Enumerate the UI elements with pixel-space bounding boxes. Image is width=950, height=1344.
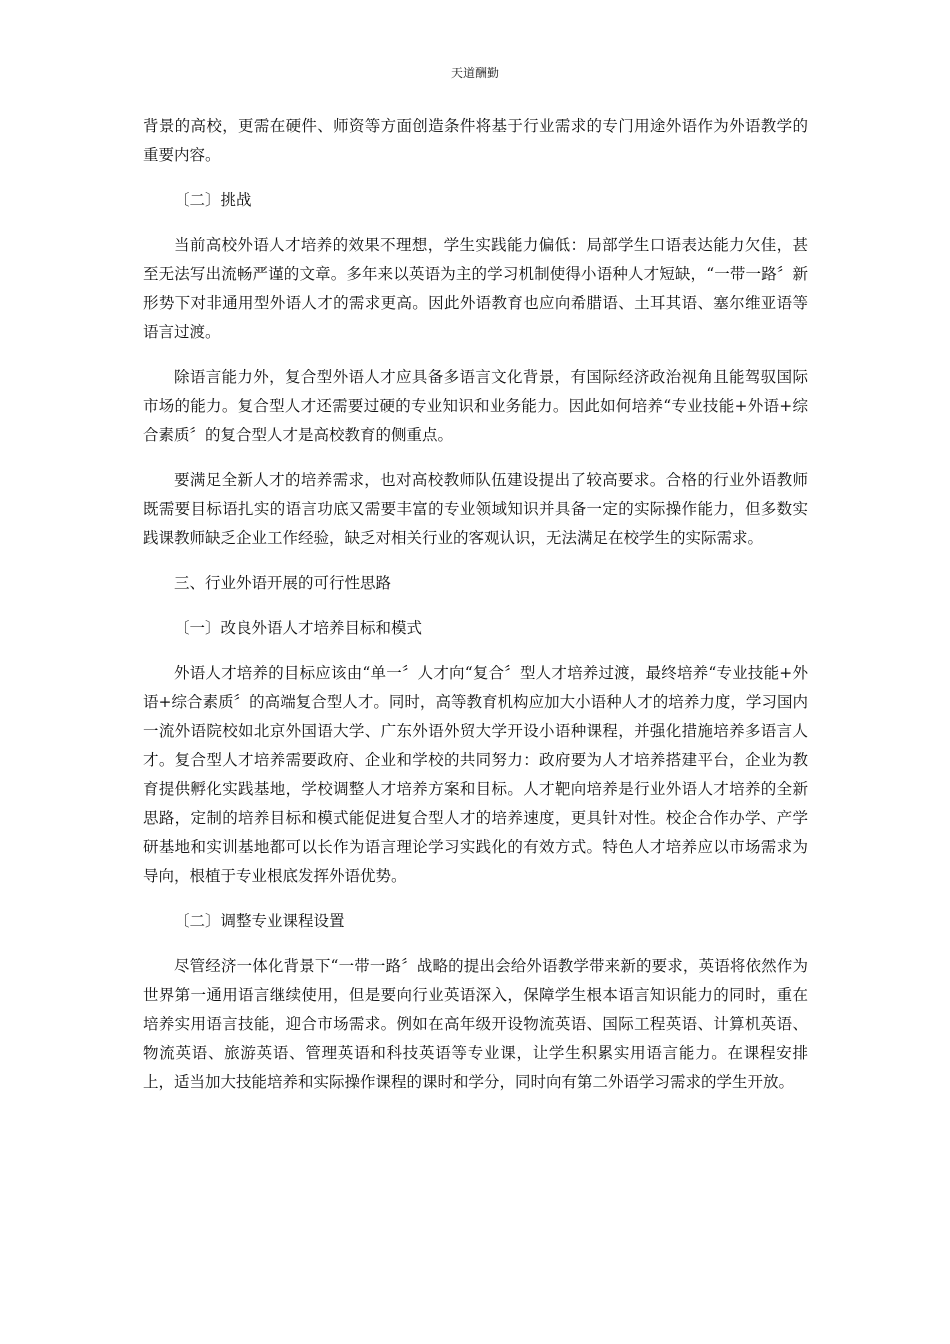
paragraph-challenge-2: 除语言能力外，复合型外语人才应具备多语言文化背景，有国际经济政治视角且能驾驭国际市场的能力。复合型人才还需要过硬的专业知识和业务能力。因此如何培养“专业技能+外语+综合素质〞的复合型人才是高校教育的侧重点。 — [143, 368, 808, 444]
section-heading-feasibility: 三、行业外语开展的可行性思路 — [174, 574, 392, 592]
page-header: 天道酬勤 — [450, 66, 499, 80]
subsection-heading-goals: 〔一〕改良外语人才培养目标和模式 — [174, 619, 423, 637]
document-body — [143, 112, 808, 1113]
subsection-heading-curriculum: 〔二〕调整专业课程设置 — [174, 912, 345, 930]
paragraph-continuation: 背景的高校，更需在硬件、师资等方面创造条件将基于行业需求的专门用途外语作为外语教学的重要内容。 — [143, 117, 808, 164]
paragraph-challenge-3: 要满足全新人才的培养需求，也对高校教师队伍建设提出了较高要求。合格的行业外语教师既需要目标语扎实的语言功底又需要丰富的专业领域知识并具备一定的实际操作能力，但多数实践课教师缺乏企业工作经验，缺乏对相关行业的客观认识，无法满足在校学生的实际需求。 — [143, 471, 808, 547]
paragraph-goals: 外语人才培养的目标应该由“单一〞人才向“复合〞型人才培养过渡，最终培养“专业技能+外语+综合素质〞的高端复合型人才。同时，高等教育机构应加大小语种人才的培养力度，学习国内一流外语院校如北京外国语大学、广东外语外贸大学开设小语种课程，并强化措施培养多语言人才。复合型人才培养需要政府、企业和学校的共同努力：政府要为人才培养搭建平台，企业为教育提供孵化实践基地，学校调整人才培养方案和目标。人才靶向培养是行业外语人才培养的全新思路，定制的培养目标和模式能促进复合型人才的培养速度，更具针对性。校企合作办学、产学研基地和实训基地都可以长作为语言理论学习实践化的有效方式。特色人才培养应以市场需求为导向，根植于专业根底发挥外语优势。 — [143, 664, 808, 885]
paragraph-curriculum: 尽管经济一体化背景下“一带一路〞战略的提出会给外语教学带来新的要求，英语将依然作为世界第一通用语言继续使用，但是要向行业英语深入，保障学生根本语言知识能力的同时，重在培养实用语言技能，迎合市场需求。例如在高年级开设物流英语、国际工程英语、计算机英语、物流英语、旅游英语、管理英语和科技英语等专业课，让学生积累实用语言能力。在课程安排上，适当加大技能培养和实际操作课程的课时和学分，同时向有第二外语学习需求的学生开放。 — [143, 957, 808, 1091]
section-heading-challenge: 〔二〕挑战 — [174, 191, 252, 209]
paragraph-challenge-1: 当前高校外语人才培养的效果不理想，学生实践能力偏低：局部学生口语表达能力欠佳，甚至无法写出流畅严谨的文章。多年来以英语为主的学习机制使得小语种人才短缺，“一带一路〞新形势下对非通用型外语人才的需求更高。因此外语教育也应向希腊语、土耳其语、塞尔维亚语等语言过渡。 — [143, 236, 808, 341]
